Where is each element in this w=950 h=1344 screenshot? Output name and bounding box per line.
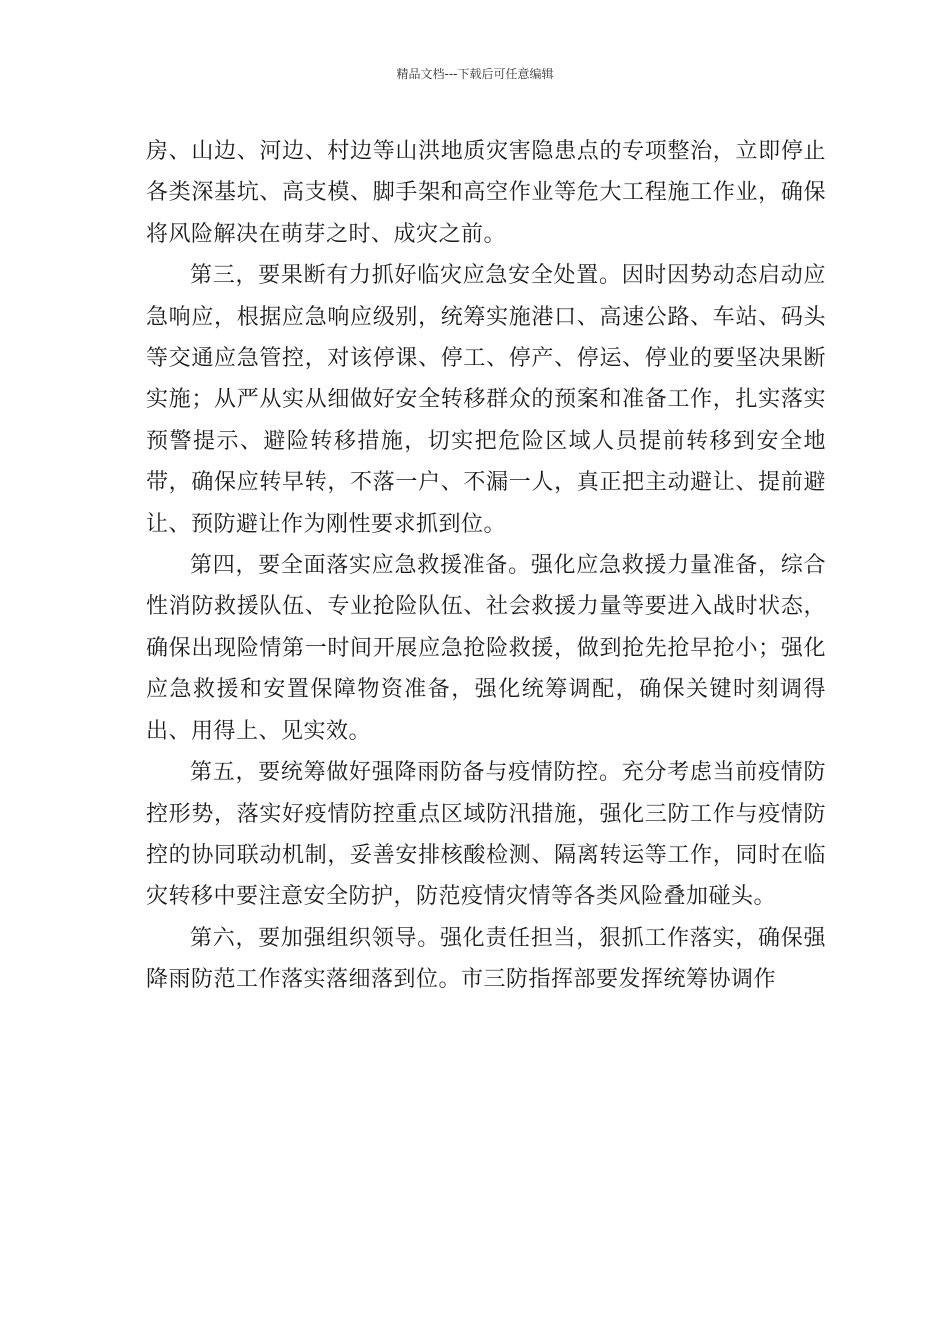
paragraph-1: 房、山边、河边、村边等山洪地质灾害隐患点的专项整治，立即停止各类深基坑、高支模、脚手架和高空作业等危大工程施工作业，确保将风险解决在萌芽之时、成灾之前。 [146, 139, 826, 247]
document-body [146, 131, 826, 1001]
paragraph-5: 第六，要加强组织领导。强化责任担当，狠抓工作落实，确保强降雨防范工作落实落细落到位。市三防指挥部要发挥统筹协调作 [146, 925, 826, 993]
paragraph-4: 第五，要统筹做好强降雨防备与疫情防控。充分考虑当前疫情防控形势，落实好疫情防控重点区域防汛措施，强化三防工作与疫情防控的协同联动机制，妥善安排核酸检测、隔离转运等工作，同时在临灾转移中要注意安全防护，防范疫情灾情等各类风险叠加碰头。 [146, 760, 826, 910]
paragraph-3: 第四，要全面落实应急救援准备。强化应急救援力量准备，综合性消防救援队伍、专业抢险队伍、社会救援力量等要进入战时状态，确保出现险情第一时间开展应急抢险救援，做到抢先抢早抢小；强化应急救援和安置保障物资准备，强化统筹调配，确保关键时刻调得出、用得上、见实效。 [146, 553, 826, 744]
page-header: 精品文档---下载后可任意编辑 [396, 67, 554, 81]
paragraph-2: 第三，要果断有力抓好临灾应急安全处置。因时因势动态启动应急响应，根据应急响应级别，统筹实施港口、高速公路、车站、码头等交通应急管控，对该停课、停工、停产、停运、停业的要坚决果断实施；从严从实从细做好安全转移群众的预案和准备工作，扎实落实预警提示、避险转移措施，切实把危险区域人员提前转移到安全地带，确保应转早转，不落一户、不漏一人，真正把主动避让、提前避让、预防避让作为刚性要求抓到位。 [146, 263, 826, 537]
